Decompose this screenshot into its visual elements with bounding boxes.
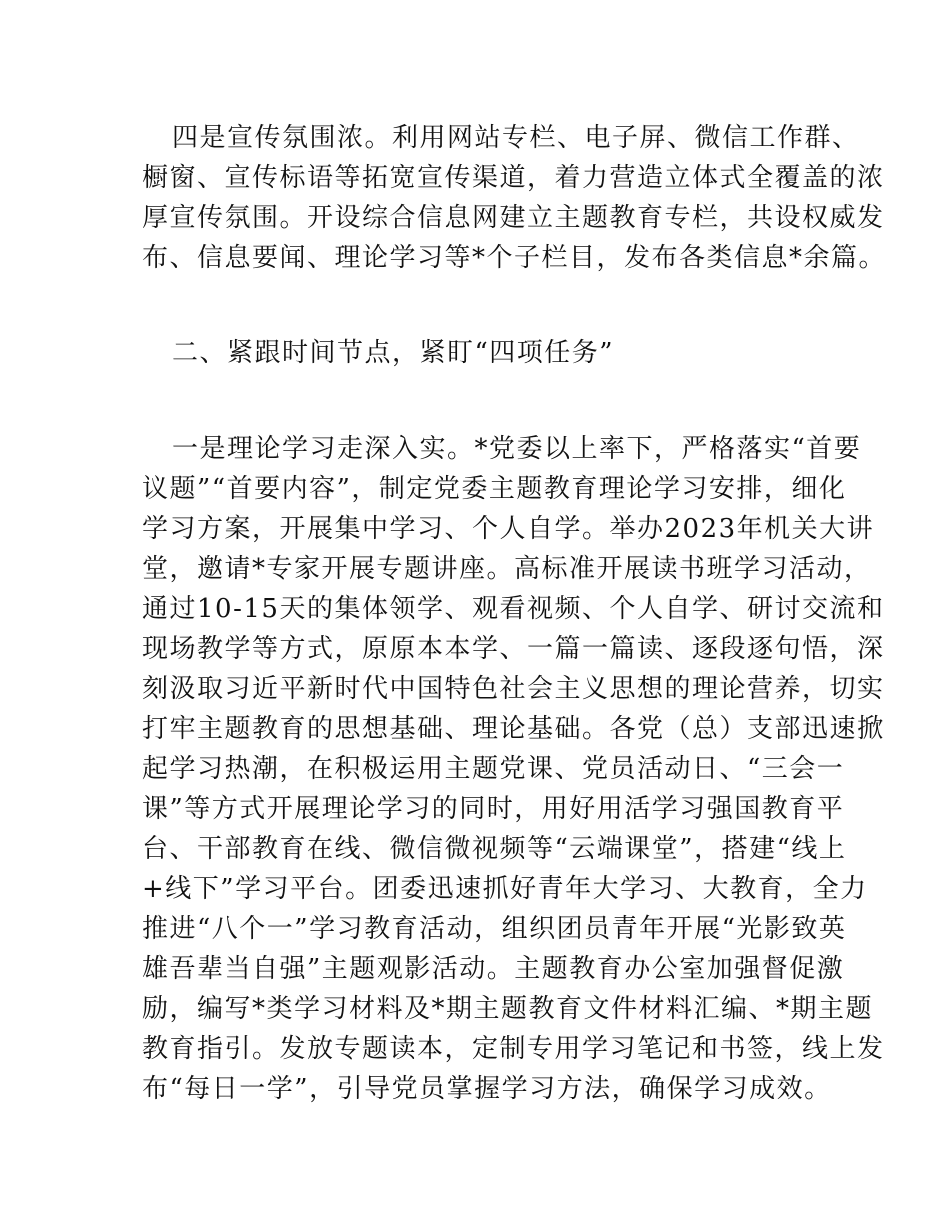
section-heading: 二、紧跟时间节点，紧盯“四项任务” <box>172 338 615 368</box>
text-line: 学习方案，开展集中学习、个人自学。举办2023年机关大讲 <box>142 514 875 544</box>
text-line: 教育指引。发放专题读本，定制专用学习笔记和书签，线上发 <box>142 1034 885 1064</box>
text-line: 布“每日一学”，引导党员掌握学习方法，确保学习成效。 <box>142 1074 832 1104</box>
paragraph-publicity <box>142 118 887 278</box>
text-line: 现场教学等方式，原原本本学、一篇一篇读、逐段逐句悟，深 <box>142 634 885 664</box>
text-line: 议题”“首要内容”，制定党委主题教育理论学习安排，细化 <box>142 474 847 504</box>
text-line: 四是宣传氛围浓。利用网站专栏、电子屏、微信工作群、 <box>172 123 860 153</box>
text-line: 堂，邀请*专家开展专题讲座。高标准开展读书班学习活动， <box>142 554 872 584</box>
text-line: 起学习热潮，在积极运用主题党课、党员活动日、“三会一 <box>142 754 845 784</box>
text-line: 橱窗、宣传标语等拓宽宣传渠道，着力营造立体式全覆盖的浓 <box>142 163 885 193</box>
text-line: 推进“八个一”学习教育活动，组织团员青年开展“光影致英 <box>142 914 847 944</box>
text-line: 雄吾辈当自强”主题观影活动。主题教育办公室加强督促激 <box>142 954 845 984</box>
text-line: 厚宣传氛围。开设综合信息网建立主题教育专栏，共设权威发 <box>142 203 885 233</box>
paragraph-spacer <box>142 373 810 429</box>
paragraph-theory-study <box>142 429 885 1109</box>
text-line: 布、信息要闻、理论学习等*个子栏目，发布各类信息*余篇。 <box>142 243 887 273</box>
text-line: 打牢主题教育的思想基础、理论基础。各党（总）支部迅速掀 <box>142 714 885 744</box>
text-line: 台、干部教育在线、微信微视频等“云端课堂”，搭建“线上 <box>142 834 847 864</box>
text-line: 课”等方式开展理论学习的同时，用好用活学习强国教育平 <box>142 794 845 824</box>
text-line: 励，编写*类学习材料及*期主题教育文件材料汇编、*期主题 <box>142 994 874 1024</box>
section-heading-2 <box>142 333 810 373</box>
text-line: 通过10-15天的集体领学、观看视频、个人自学、研讨交流和 <box>142 594 885 624</box>
text-line: 刻汲取习近平新时代中国特色社会主义思想的理论营养，切实 <box>142 674 885 704</box>
text-line: 一是理论学习走深入实。*党委以上率下，严格落实“首要 <box>172 434 862 464</box>
text-line: +线下”学习平台。团委迅速抓好青年大学习、大教育，全力 <box>142 874 868 904</box>
document-body <box>142 118 887 1109</box>
paragraph-spacer <box>142 278 810 333</box>
